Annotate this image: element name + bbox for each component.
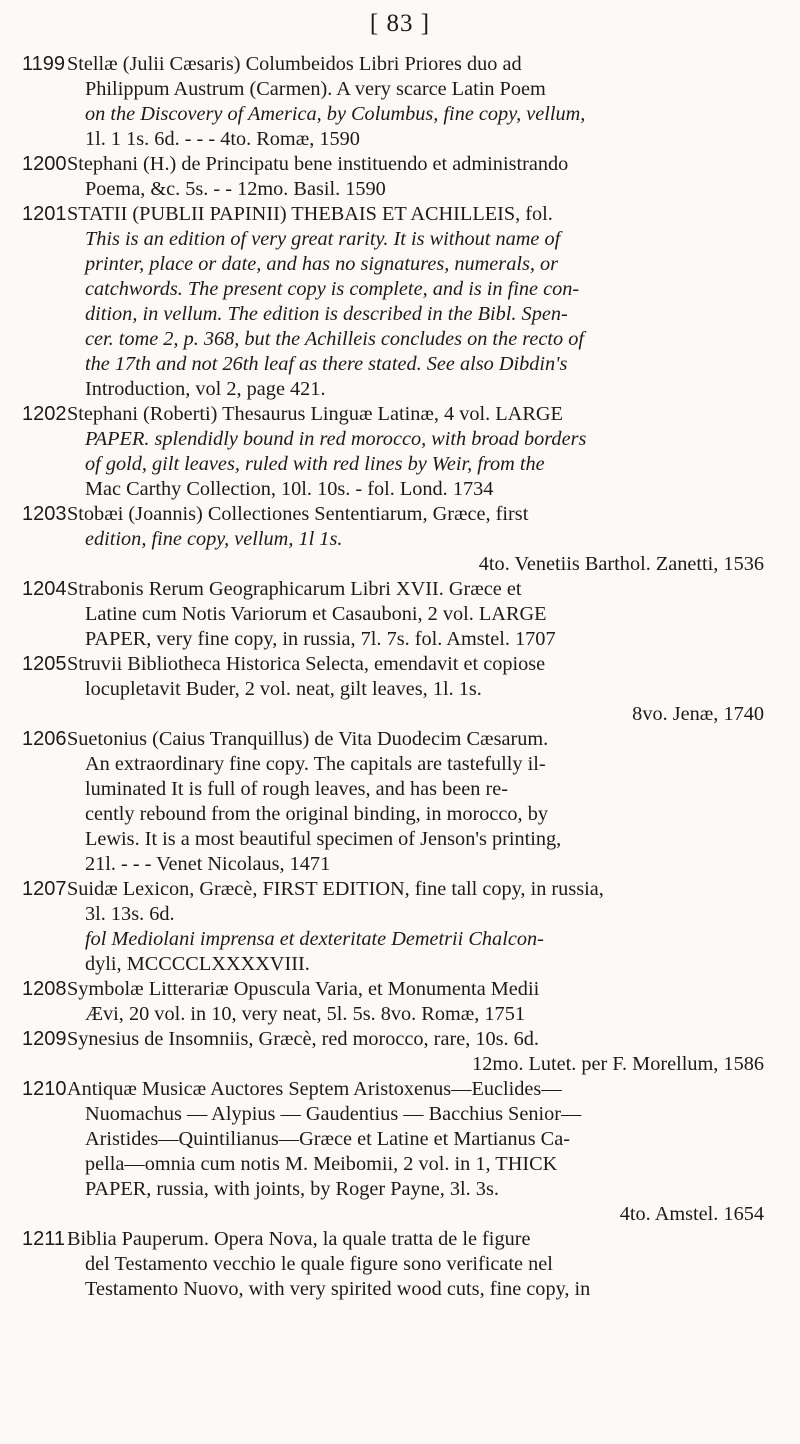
entry-line: Poema, &c. 5s. - - 12mo. Basil. 1590 [85, 178, 386, 200]
entry-line: Lewis. It is a most beautiful specimen of Jenson's printing, [85, 828, 562, 850]
entry-number: 1211 [22, 1228, 66, 1250]
entry-line: An extraordinary fine copy. The capitals are tastefully il- [85, 753, 546, 775]
entry-line: Synesius de Insomniis, Græcè, red morocco, rare, 10s. 6d. [67, 1028, 540, 1050]
entry-line: Antiquæ Musicæ Auctores Septem Aristoxenus—Euclides— [67, 1078, 562, 1100]
entry-line: cer. tome 2, p. 368, but the Achilleis concludes on the recto of [85, 328, 585, 350]
entry-line: locupletavit Buder, 2 vol. neat, gilt leaves, 1l. 1s. [85, 678, 482, 700]
entry-line: This is an edition of very great rarity. It is without name of [85, 228, 561, 250]
entry-line: 21l. - - - Venet Nicolaus, 1471 [85, 853, 331, 875]
entry-line: pella—omnia cum notis M. Meibomii, 2 vol. in 1, THICK [85, 1153, 558, 1175]
entry-number: 1209 [22, 1028, 67, 1050]
entry-line: STATII (PUBLII PAPINII) THEBAIS ET ACHILLEIS, fol. [67, 203, 553, 225]
entry-number: 1206 [22, 728, 67, 750]
entry-line: on the Discovery of America, by Columbus, fine copy, vellum, [85, 103, 586, 125]
entry-line: Stephani (H.) de Principatu bene instituendo et administrando [67, 153, 569, 175]
entry-line: Struvii Bibliotheca Historica Selecta, emendavit et copiose [67, 653, 546, 675]
entry-line: Suidæ Lexicon, Græcè, FIRST EDITION, fine tall copy, in russia, [67, 878, 604, 900]
catalogue-entry [0, 52, 800, 152]
entry-line: Nuomachus — Alypius — Gaudentius — Bacchius Senior— [85, 1103, 582, 1125]
catalogue-entry [0, 1027, 800, 1077]
entry-line: Aristides—Quintilianus—Græce et Latine et Martianus Ca- [85, 1128, 570, 1150]
entry-line: Symbolæ Litterariæ Opuscula Varia, et Monumenta Medii [67, 978, 540, 1000]
entry-line: Stellæ (Julii Cæsaris) Columbeidos Libri Priores duo ad [67, 53, 522, 75]
entry-line: 1l. 1 1s. 6d. - - - 4to. Romæ, 1590 [85, 128, 360, 150]
entry-line: Testamento Nuovo, with very spirited wood cuts, fine copy, in [85, 1278, 591, 1300]
entry-line: Philippum Austrum (Carmen). A very scarce Latin Poem [85, 78, 546, 100]
entry-line: PAPER, russia, with joints, by Roger Payne, 3l. 3s. [85, 1178, 499, 1200]
entry-number: 1203 [22, 503, 67, 525]
page-number: [ 83 ] [369, 10, 431, 37]
entry-line: Biblia Pauperum. Opera Nova, la quale tratta de le figure [67, 1228, 531, 1250]
catalogue-entry [0, 652, 800, 727]
catalogue-entry [0, 152, 800, 202]
catalogue-entry [0, 202, 800, 402]
entry-number: 1207 [22, 878, 67, 900]
entry-line: Mac Carthy Collection, 10l. 10s. - fol. Lond. 1734 [85, 478, 494, 500]
entry-line: dition, in vellum. The edition is described in the Bibl. Spen- [85, 303, 568, 325]
entry-line: edition, fine copy, vellum, 1l 1s. [85, 528, 343, 550]
entry-line: printer, place or date, and has no signatures, numerals, or [85, 253, 559, 275]
entry-number: 1202 [22, 403, 67, 425]
entry-line: Introduction, vol 2, page 421. [85, 378, 326, 400]
entry-line: cently rebound from the original binding, in morocco, by [85, 803, 548, 825]
entry-line: Suetonius (Caius Tranquillus) de Vita Duodecim Cæsarum. [67, 728, 549, 750]
entry-line: 3l. 13s. 6d. [85, 903, 175, 925]
entry-line: Strabonis Rerum Geographicarum Libri XVII. Græce et [67, 578, 522, 600]
entry-line: PAPER. splendidly bound in red morocco, with broad borders [85, 428, 587, 450]
entry-line: dyli, MCCCCLXXXXVIII. [85, 953, 310, 975]
entry-number: 1205 [22, 653, 67, 675]
catalogue-entry [0, 877, 800, 977]
catalogue-entry [0, 1227, 800, 1302]
entry-line: PAPER, very fine copy, in russia, 7l. 7s. fol. Amstel. 1707 [85, 628, 556, 650]
entry-number: 1199 [22, 53, 66, 75]
entry-imprint: 4to. Venetiis Barthol. Zanetti, 1536 [478, 553, 764, 575]
entry-line: Stephani (Roberti) Thesaurus Linguæ Latinæ, 4 vol. LARGE [67, 403, 563, 425]
catalogue-entry [0, 502, 800, 577]
entry-imprint: 8vo. Jenæ, 1740 [632, 703, 764, 725]
entry-number: 1200 [22, 153, 67, 175]
entry-line: catchwords. The present copy is complete, and is in fine con- [85, 278, 580, 300]
catalogue-entry [0, 977, 800, 1027]
entry-line: Latine cum Notis Variorum et Casauboni, 2 vol. LARGE [85, 603, 547, 625]
catalogue-entry [0, 402, 800, 502]
catalogue-entry [0, 727, 800, 877]
entry-number: 1204 [22, 578, 67, 600]
catalogue-entry [0, 577, 800, 652]
entry-line: Ævi, 20 vol. in 10, very neat, 5l. 5s. 8vo. Romæ, 1751 [85, 1003, 525, 1025]
entry-line: the 17th and not 26th leaf as there stated. See also Dibdin's [85, 353, 568, 375]
entry-line: of gold, gilt leaves, ruled with red lines by Weir, from the [85, 453, 545, 475]
entry-number: 1208 [22, 978, 67, 1000]
entry-line: fol Mediolani imprensa et dexteritate Demetrii Chalcon- [85, 928, 544, 950]
entry-number: 1201 [22, 203, 67, 225]
entry-imprint: 4to. Amstel. 1654 [619, 1203, 764, 1225]
entry-number: 1210 [22, 1078, 67, 1100]
entry-imprint: 12mo. Lutet. per F. Morellum, 1586 [472, 1053, 764, 1075]
entry-line: luminated It is full of rough leaves, and has been re- [85, 778, 508, 800]
entry-line: Stobæi (Joannis) Collectiones Sententiarum, Græce, first [67, 503, 529, 525]
entry-line: del Testamento vecchio le quale figure sono verificate nel [85, 1253, 553, 1275]
entry-list [0, 52, 800, 1302]
catalogue-entry [0, 1077, 800, 1227]
